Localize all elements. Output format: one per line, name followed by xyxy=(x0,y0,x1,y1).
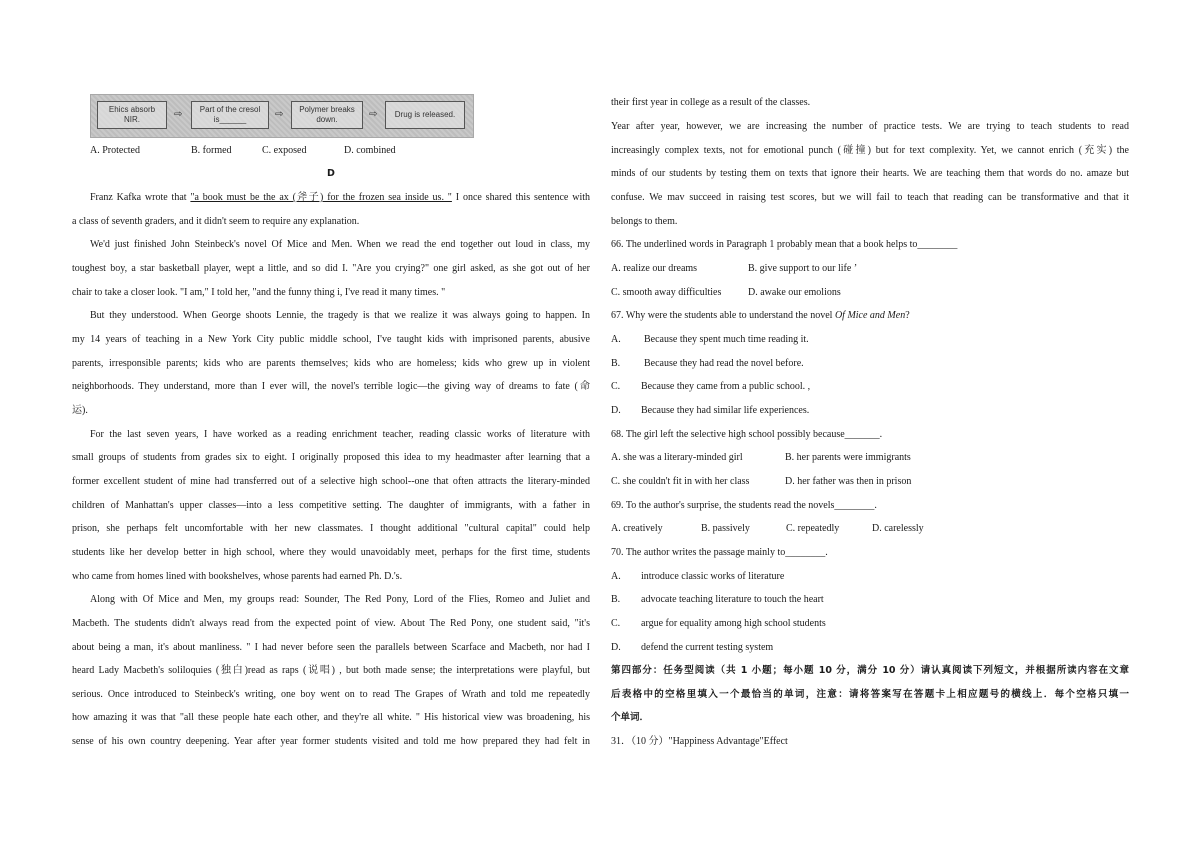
option-d: D. combined xyxy=(344,145,396,156)
option-a: A. realize our dreams xyxy=(611,263,698,274)
section-heading: D xyxy=(327,168,335,179)
option-b: B. give support to our life ’ xyxy=(748,263,858,274)
option-c: C. repeatedly xyxy=(786,523,840,534)
passage-line: prison, she perhaps felt uncomfortable with her new classmates. I thought additional "cultural capital" could help xyxy=(72,523,590,534)
passage-line: parents, irresponsible parents; kids who are parents themselves; kids who are homeless; kids who grew up in violent xyxy=(72,358,590,369)
passage-line: serious. Once introduced to Steinbeck's writing, one boy went on to read The Grapes of Wrath and told me repeatedly xyxy=(72,689,590,700)
passage-line: Macbeth. The students didn't always read from the expected point of view. About The Red Pony, one student said, "it's xyxy=(72,618,590,629)
option-b: B. formed xyxy=(191,145,232,156)
passage-line: neighborhoods. They understand, more than I ever will, the novel's terrible logic—the giving way of dreams to fate (命 xyxy=(72,381,590,392)
option-b: B. passively xyxy=(701,523,750,534)
passage-line: how amazing it was that "all these people hate each other, and they're all white. " His historical view was broadening, his xyxy=(72,712,590,723)
flow-diagram-image xyxy=(90,94,474,138)
passage-line: We'd just finished John Steinbeck's novel Of Mice and Men. When we read the end together out loud in class, my xyxy=(90,239,590,250)
question-68-stem: 68. The girl left the selective high school possibly because_______. xyxy=(611,429,883,440)
passage-line: former excellent student of mine had transferred out of a selective high school--one that often attracts the literary-minded xyxy=(72,476,590,487)
passage-line: their first year in college as a result of the classes. xyxy=(611,97,811,108)
passage-line: sense of his own country deepening. Year after year former students visited and told me how prepared they had felt in xyxy=(72,736,590,747)
passage-line: Year after year, however, we are increasing the number of practice tests. We are trying to teach students to read xyxy=(611,121,1129,132)
passage-line: who came from homes lined with bookshelves, whose parents had earned Ph. D.'s. xyxy=(72,571,403,582)
question-66-stem: 66. The underlined words in Paragraph 1 probably mean that a book helps to________ xyxy=(611,239,958,250)
passage-line: But they understood. When George shoots Lennie, the tragedy is that we realize it was always going to happen. In xyxy=(90,310,590,321)
option-a: A. she was a literary-minded girl xyxy=(611,452,743,463)
passage-line: belongs to them. xyxy=(611,216,678,227)
passage-line: small groups of students from grades six to eight. I originally proposed this idea to my headmaster after learning that a xyxy=(72,452,590,463)
option-a: A. Protected xyxy=(90,145,140,156)
passage-line: about being a man, it's about manliness. " I had never before seen the parallels between Scarface and Macbeth, nor had I xyxy=(72,642,590,653)
passage-line: increasingly complex texts, not for emotional punch (碰撞) but for text complexity. Yet, we cannot enrich (充实) the xyxy=(611,145,1129,156)
part-four-instruction: 第四部分：任务型阅读（共 1 小题；每小题 10 分，满分 10 分）请认真阅读下列短文，并根据所读内容在文章 xyxy=(611,665,1129,676)
passage-line: my 14 years of teaching in a New York City public middle school, I've taught kids with imprisoned parents, abusive xyxy=(72,334,590,345)
question-69-stem: 69. To the author's surprise, the students read the novels________. xyxy=(611,500,877,511)
option-c: C. smooth away difficulties xyxy=(611,287,722,298)
passage-line: Franz Kafka wrote that "a book must be the ax (斧子) for the frozen sea inside us. " I once shared this sentence with xyxy=(90,192,591,203)
passage-line: Along with Of Mice and Men, my groups read: Sounder, The Red Pony, Lord of the Flies, Romeo and Juliet and xyxy=(90,594,590,605)
passage-line: toughest boy, a star basketball player, wept a little, and so did I. "Are you crying?" one girl asked, as she got out of her xyxy=(72,263,590,274)
passage-line: minds of our students by testing them on texts that ignore their hearts. We are teaching them that words do no. amaze but xyxy=(611,168,1129,179)
question-70-stem: 70. The author writes the passage mainly to________. xyxy=(611,547,828,558)
part-four-instruction: 个单词． xyxy=(611,712,650,723)
passage-line: students like her develop better in high school, where they would unavoidably meet, perhaps for the first time, students xyxy=(72,547,590,558)
passage-line: a class of seventh graders, and it didn't seem to require any explanation. xyxy=(72,216,360,227)
option-d: D. carelessly xyxy=(872,523,924,534)
flow-box-2: Part of the cresol is______ xyxy=(191,101,269,129)
arrow-right-icon: ⇨ xyxy=(174,109,183,120)
flow-box-4: Drug is released. xyxy=(385,101,465,129)
passage-line: chair to take a closer look. "I am," I told her, "and the funny thing i, I've read it many times. " xyxy=(72,287,446,298)
arrow-right-icon: ⇨ xyxy=(275,109,284,120)
option-c: C. exposed xyxy=(262,145,307,156)
arrow-right-icon: ⇨ xyxy=(369,109,378,120)
underlined-quote: "a book must be the ax (斧子) for the frozen sea inside us. " xyxy=(190,192,452,203)
passage-line: confuse. We mav succeed in raising test scores, but we will fail to teach that reading can be transformative and that it xyxy=(611,192,1129,203)
option-a: A. creatively xyxy=(611,523,663,534)
part-four-instruction: 后表格中的空格里填入一个最恰当的单词，注意：请将答案写在答题卡上相应题号的横线上．每个空格只填一 xyxy=(611,689,1129,700)
question-31-title: 31．（10 分）"Happiness Advantage"Effect xyxy=(611,736,788,747)
passage-line: For the last seven years, I have worked as a reading enrichment teacher, reading classic works of literature with xyxy=(90,429,590,440)
option-d: D. her father was then in prison xyxy=(785,476,912,487)
passage-line: heard Lady Macbeth's soliloquies (独白)read as raps (说唱) , but both made sense; the interpretations were playful, but xyxy=(72,665,590,676)
option-b: B. her parents were immigrants xyxy=(785,452,911,463)
flow-box-3: Polymer breaks down. xyxy=(291,101,363,129)
question-67-stem: 67. Why were the students able to understand the novel Of Mice and Men? xyxy=(611,310,910,321)
option-d: D. awake our emolions xyxy=(748,287,841,298)
passage-line: 运). xyxy=(72,405,88,416)
passage-line: children of Manhattan's upper classes—into a less competitive setting. The daughter of immigrants, with a father in xyxy=(72,500,590,511)
flow-box-1: Ehics absorb NIR. xyxy=(97,101,167,129)
option-c: C. she couldn't fit in with her class xyxy=(611,476,750,487)
